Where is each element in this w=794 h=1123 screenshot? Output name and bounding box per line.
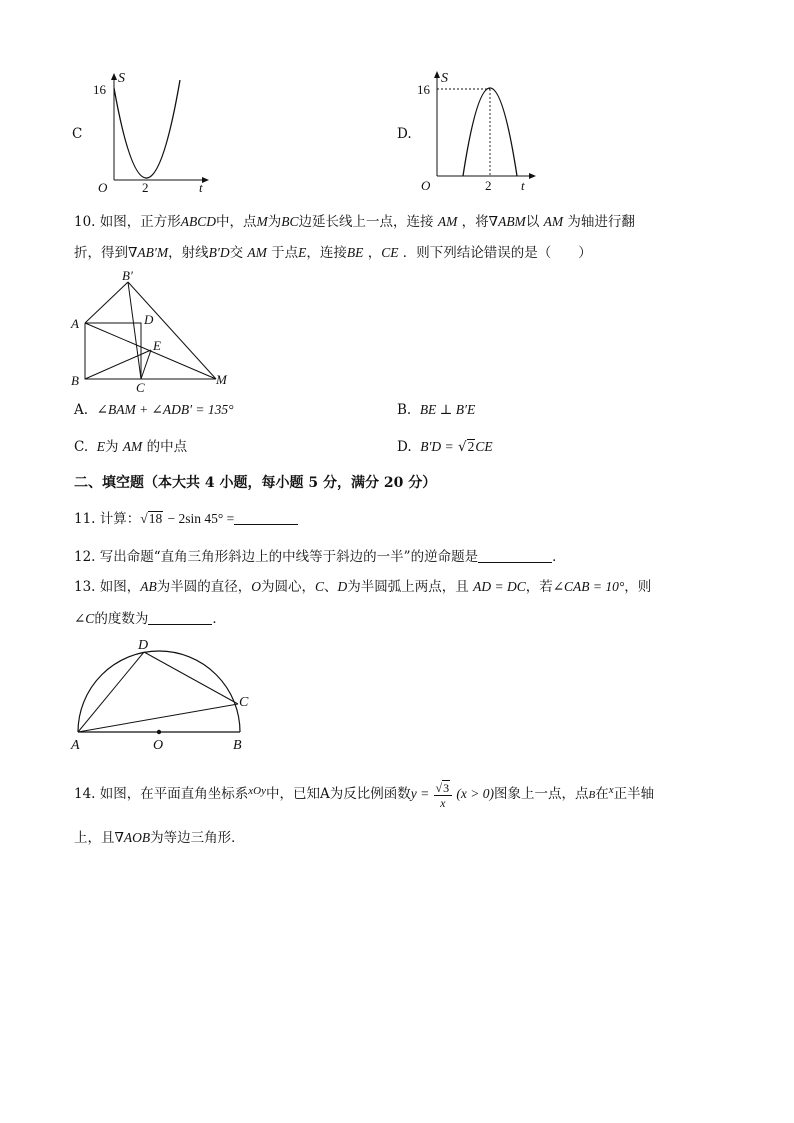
- fraction: $\frac{√3}{x}$: [434, 780, 453, 810]
- label-b: B: [71, 373, 79, 388]
- label-c: C: [136, 380, 145, 395]
- segment-bp-a: [85, 282, 128, 323]
- label-o: O: [153, 738, 164, 753]
- segment-d-c: [144, 652, 238, 704]
- center-point-o: [157, 730, 161, 734]
- label-a: A: [71, 738, 80, 753]
- q10-line1: 10. 如图，正方形ABCD中，点M为BC边延长线上一点，连接 AM ，将∇ABM以 AM 为轴进行翻: [74, 214, 635, 230]
- label-m: M: [216, 372, 227, 387]
- y-axis-label: S: [441, 71, 448, 86]
- ray-bp-d: [128, 282, 141, 379]
- q13-line1: 13. 如图，AB为半圆的直径，O为圆心，C、D为半圆弧上两点，且 AD = DC，若∠CAB = 10°，则: [74, 579, 652, 595]
- segment-c-e: [141, 350, 151, 379]
- x-axis-label: t: [199, 180, 203, 195]
- label-d: D: [138, 638, 149, 653]
- q13-figure: [66, 632, 266, 756]
- q11-answer-blank[interactable]: [234, 510, 298, 525]
- label-b: B: [233, 738, 242, 753]
- graph-c-figure: [90, 64, 220, 200]
- q10-figure: [66, 268, 246, 396]
- q14-line2: 上，且∇AOB为等边三角形．: [74, 830, 245, 846]
- q12: 12. 写出命题“直角三角形斜边上的中线等于斜边的一半”的逆命题是 ．: [74, 549, 566, 565]
- origin-label: O: [421, 178, 431, 193]
- x-axis-label: t: [521, 178, 525, 193]
- option-d-label: D.: [397, 126, 412, 142]
- label-a: A: [71, 316, 79, 331]
- q12-answer-blank[interactable]: [478, 548, 552, 563]
- q10-option-a: A. ∠BAM + ∠ADB′ = 135°: [74, 402, 234, 418]
- label-bp: B′: [122, 268, 133, 283]
- graph-d-figure: [415, 64, 545, 200]
- q14-line1: 14. 如图，在平面直角坐标系$^{xOy}$中，已知A为反比例函数y = $\frac{√3}{x}$ (x > 0)图象上一点，点B在$^x$正半轴: [74, 780, 655, 810]
- parabola-curve: [114, 80, 180, 178]
- origin-label: O: [98, 180, 108, 195]
- label-e: E: [153, 338, 161, 353]
- x-tick-2: 2: [142, 180, 149, 195]
- q11: 11. 计算：√18 − 2sin 45° =: [74, 509, 298, 529]
- label-d: D: [144, 312, 154, 327]
- section-title: 二、填空题（本大共 4 小题，每小题 5 分，满分 20 分）: [74, 475, 437, 491]
- q10-option-d: D. B′D = √2CE: [397, 439, 493, 455]
- y-axis-label: S: [118, 71, 125, 86]
- x-tick-2: 2: [485, 178, 492, 193]
- q10-option-c: C. E为 AM 的中点: [74, 439, 188, 455]
- y-tick-16: 16: [417, 82, 430, 97]
- q13-answer-blank[interactable]: [148, 610, 212, 625]
- q10-line2: 折，得到∇AB′M，射线B′D交 AM 于点E，连接BE ，CE ．则下列结论错误的是（ ）: [74, 245, 592, 261]
- option-c-label: C: [72, 126, 83, 142]
- q10-option-b: B. BE ⊥ B′E: [397, 402, 476, 418]
- q13-line2: ∠C的度数为 ．: [74, 611, 226, 627]
- y-tick-16: 16: [93, 82, 106, 97]
- label-c: C: [239, 695, 249, 710]
- segment-a-c: [78, 704, 238, 732]
- square-abcd: [85, 323, 141, 379]
